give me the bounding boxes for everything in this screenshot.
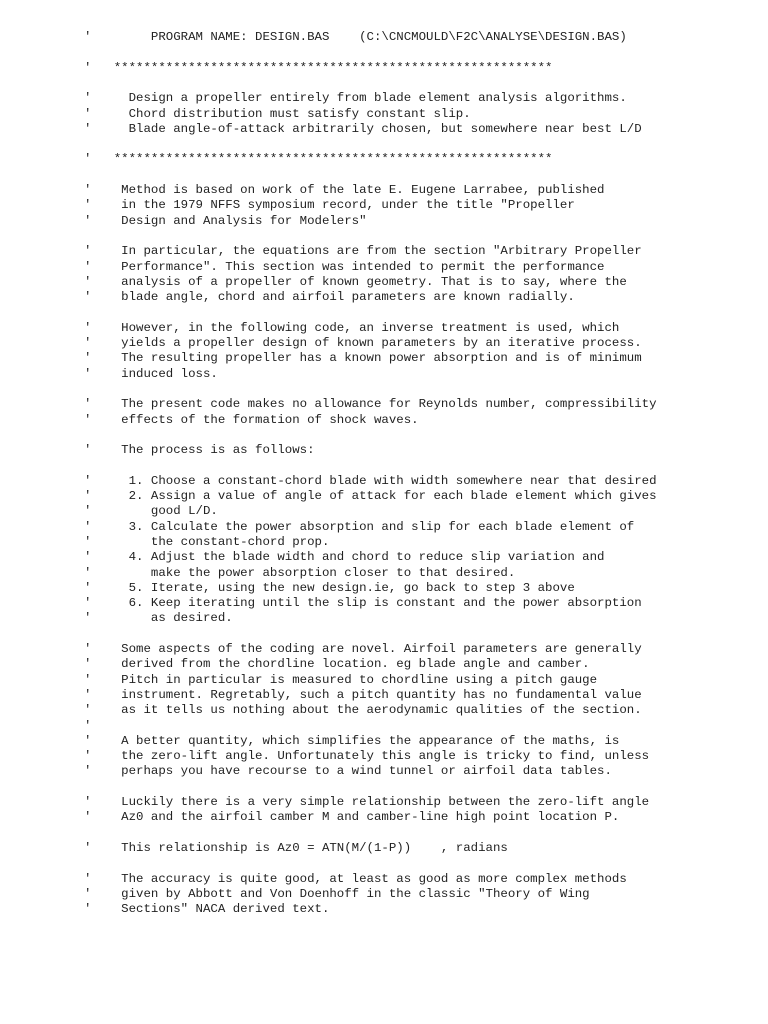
particular-paragraph-line: ' analysis of a propeller of known geometry. That is to say, where the (84, 274, 627, 289)
however-paragraph-line: ' yields a propeller design of known parameters by an iterative process. (84, 336, 642, 350)
process-step-line: ' 3. Calculate the power absorption and slip for each blade element of (84, 519, 635, 534)
aspects-paragraph-line: ' as it tells us nothing about the aerodynamic qualities of the section. (84, 703, 642, 718)
program-header-line: ' PROGRAM NAME: DESIGN.BAS (C:\CNCMOULD\F2C\ANALYSE\DESIGN.BAS) (84, 30, 627, 44)
however-paragraph-line: ' However, in the following code, an inverse treatment is used, which (84, 320, 620, 335)
process-step-line: ' make the power absorption closer to that desired. (84, 565, 516, 580)
separator-line: ' *********************************************************** (84, 152, 553, 167)
relationship-paragraph-line: ' Az0 and the airfoil camber M and camber-line high point location P. (84, 810, 620, 825)
however-paragraph-line: ' induced loss. (84, 366, 218, 381)
method-paragraph-line: ' in the 1979 NFFS symposium record, under the title "Propeller (84, 198, 575, 213)
aspects-paragraph-line: ' derived from the chordline location. eg blade angle and camber. (84, 657, 590, 672)
formula-line: ' This relationship is Az0 = ATN(M/(1-P)) , radians (84, 840, 508, 855)
process-step-line: ' as desired. (84, 611, 233, 626)
accuracy-paragraph-line: ' The accuracy is quite good, at least as good as more complex methods (84, 871, 627, 886)
aspects-paragraph-line: ' Pitch in particular is measured to chordline using a pitch gauge (84, 672, 598, 687)
better-quantity-paragraph-line: ' A better quantity, which simplifies the appearance of the maths, is (84, 733, 620, 748)
process-step-line: ' 5. Iterate, using the new design.ie, go back to step 3 above (84, 580, 575, 595)
aspects-paragraph-line: ' instrument. Regretably, such a pitch quantity has no fundamental value (84, 687, 642, 702)
process-step-line: ' 2. Assign a value of angle of attack for each blade element which gives (84, 489, 657, 503)
particular-paragraph-line: ' Performance". This section was intended to permit the performance (84, 259, 605, 274)
process-step-line: ' the constant-chord prop. (84, 534, 330, 549)
allowance-paragraph-line: ' effects of the formation of shock waves. (84, 412, 419, 427)
process-step-line: ' 6. Keep iterating until the slip is constant and the power absorption (84, 596, 642, 611)
however-paragraph-line: ' The resulting propeller has a known power absorption and is of minimum (84, 351, 642, 366)
process-step-line: ' 1. Choose a constant-chord blade with width somewhere near that desired (84, 473, 657, 488)
process-step-line: ' 4. Adjust the blade width and chord to reduce slip variation and (84, 550, 605, 565)
better-quantity-paragraph-line: ' the zero-lift angle. Unfortunately this angle is tricky to find, unless (84, 749, 650, 764)
particular-paragraph-line: ' In particular, the equations are from the section "Arbitrary Propeller (84, 244, 642, 259)
description-line: ' Chord distribution must satisfy constant slip. (84, 106, 471, 121)
process-heading-line: ' The process is as follows: (84, 443, 315, 458)
description-line: ' Design a propeller entirely from blade element analysis algorithms. (84, 91, 627, 106)
process-step-line: ' good L/D. (84, 504, 218, 519)
description-line: ' Blade angle-of-attack arbitrarily chosen, but somewhere near best L/D (84, 121, 642, 136)
accuracy-paragraph-line: ' Sections" NACA derived text. (84, 902, 330, 917)
allowance-paragraph-line: ' The present code makes no allowance for Reynolds number, compressibility (84, 397, 657, 412)
aspects-paragraph-line: ' Some aspects of the coding are novel. Airfoil parameters are generally (84, 642, 642, 656)
relationship-paragraph-line: ' Luckily there is a very simple relationship between the zero-lift angle (84, 795, 650, 809)
comment-marker-line: ' (84, 718, 92, 733)
method-paragraph-line: ' Method is based on work of the late E. Eugene Larrabee, published (84, 183, 605, 197)
accuracy-paragraph-line: ' given by Abbott and Von Doenhoff in the classic "Theory of Wing (84, 886, 590, 901)
separator-line: ' *********************************************************** (84, 60, 553, 75)
better-quantity-paragraph-line: ' perhaps you have recourse to a wind tunnel or airfoil data tables. (84, 764, 612, 779)
particular-paragraph-line: ' blade angle, chord and airfoil parameters are known radially. (84, 290, 575, 305)
method-paragraph-line: ' Design and Analysis for Modelers" (84, 213, 367, 228)
